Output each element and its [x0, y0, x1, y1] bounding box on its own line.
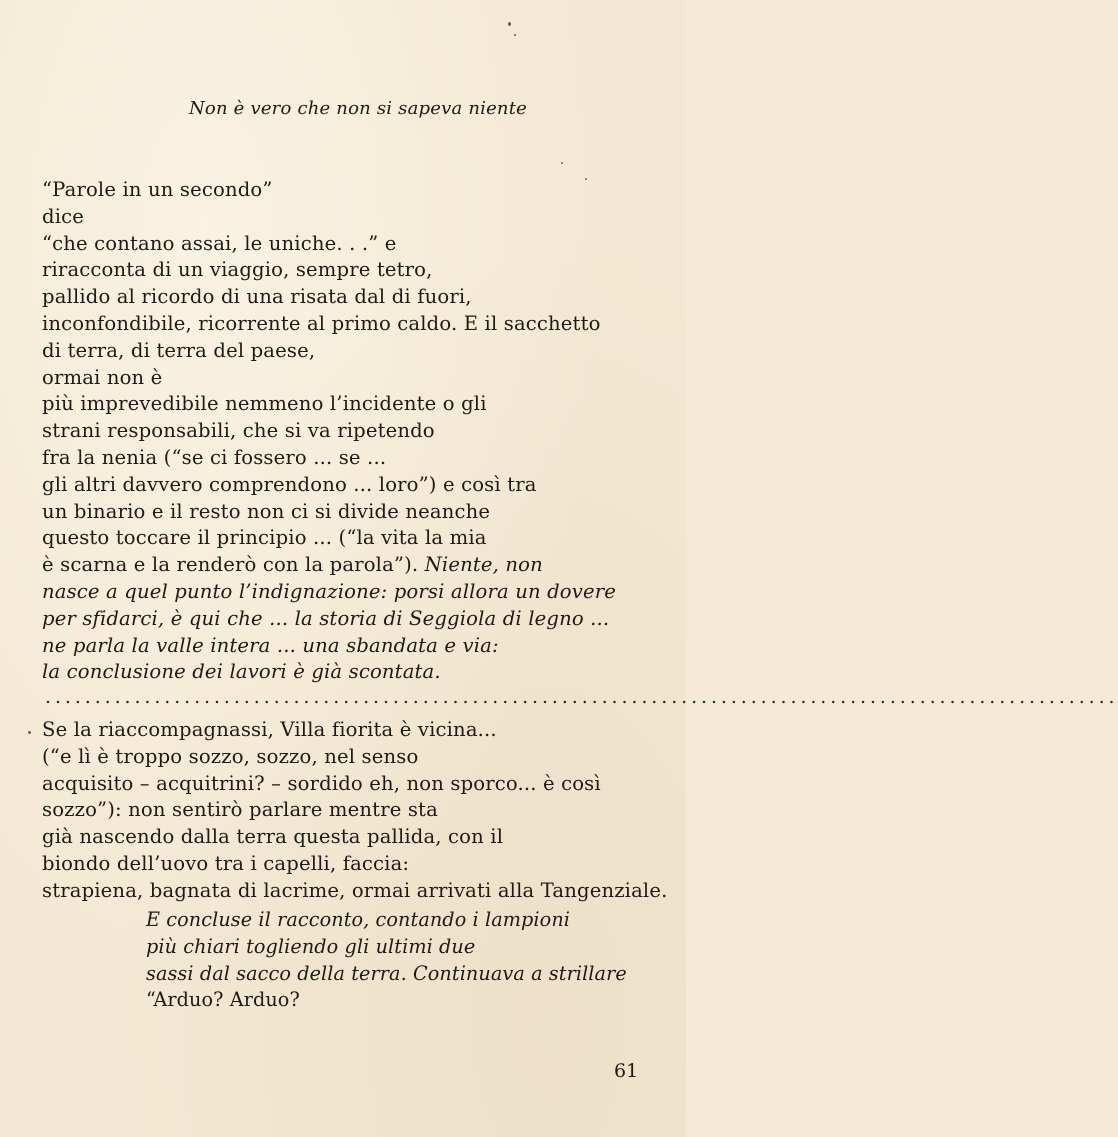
text-roman-part: è scarna e la renderò con la parola”).	[42, 553, 425, 577]
paper-speck	[508, 22, 511, 26]
text-line: strapiena, bagnata di lacrime, ormai arrivati alla Tangenziale.	[42, 878, 668, 902]
dotted-separator: ............................................................................................................	[45, 686, 1118, 708]
paper-speck	[28, 731, 31, 734]
italic-line: nasce a quel punto l’indignazione: porsi allora un dovere	[42, 579, 616, 603]
running-header: Non è vero che non si sapeva niente	[188, 98, 527, 119]
text-line: riracconta di un viaggio, sempre tetro,	[42, 258, 433, 282]
text-line: biondo dell’uovo tra i capelli, faccia:	[42, 851, 410, 875]
text-line: Se la riaccompagnassi, Villa fiorita è vicina...	[42, 718, 497, 741]
stanza-3	[146, 907, 646, 1014]
italic-line: E concluse il racconto, contando i lampioni	[146, 908, 571, 931]
text-line: strani responsabili, che si va ripetendo	[42, 419, 435, 443]
text-line: ormai non è	[42, 365, 163, 389]
text-line: “Parole in un secondo”	[42, 178, 273, 201]
text-line: “Arduo? Arduo?	[146, 988, 300, 1012]
text-line: pallido al ricordo di una risata dal di fuori,	[42, 285, 472, 309]
text-line: di terra, di terra del paese,	[42, 338, 316, 362]
text-line: fra la nenia (“se ci fossero ... se ...	[42, 445, 387, 469]
page-number: 61	[614, 1060, 639, 1082]
text-line: inconfondibile, ricorrente al primo caldo. E il sacchetto	[42, 311, 601, 335]
text-line: questo toccare il principio ... (“la vita la mia	[42, 526, 487, 550]
text-line: dice	[42, 204, 84, 228]
italic-line: la conclusione dei lavori è già scontata.	[42, 660, 441, 684]
italic-line: più chiari togliendo gli ultimi due	[146, 934, 476, 958]
italic-line: ne parla la valle intera ... una sbandata e via:	[42, 633, 499, 657]
text-line: più imprevedibile nemmeno l’incidente o gli	[42, 392, 487, 416]
stanza-2	[42, 717, 668, 905]
text-line: gli altri davvero comprendono ... loro”) e così tra	[42, 472, 537, 496]
paper-speck	[585, 178, 587, 180]
text-line: sozzo”): non sentirò parlare mentre sta	[42, 798, 438, 822]
text-line: “che contano assai, le uniche. . .” e	[42, 231, 397, 255]
italic-line: per sfidarci, è qui che ... la storia di Seggiola di legno ...	[42, 606, 610, 630]
stanza-1	[42, 177, 652, 686]
text-line-mixed	[42, 552, 652, 579]
text-italic-part: Niente, non	[424, 553, 543, 577]
paper-speck	[514, 34, 516, 36]
paper-speck	[561, 162, 563, 164]
text-line: un binario e il resto non ci si divide neanche	[42, 499, 491, 523]
text-line: già nascendo dalla terra questa pallida, con il	[42, 825, 504, 849]
text-line: (“e lì è troppo sozzo, sozzo, nel senso	[42, 744, 419, 768]
text-line: acquisito – acquitrini? – sordido eh, non sporco... è così	[42, 771, 601, 795]
italic-line: sassi dal sacco della terra. Continuava a strillare	[146, 961, 627, 985]
